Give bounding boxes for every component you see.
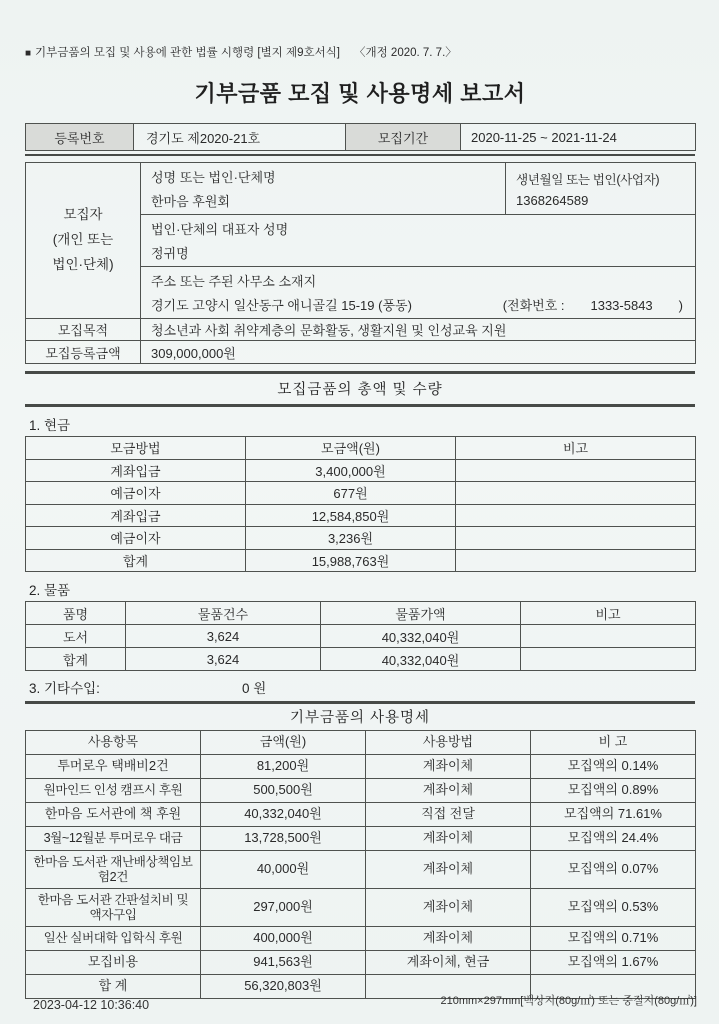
- cash-amount: 3,236원: [246, 527, 456, 550]
- usage-note: 모집액의 0.89%: [531, 779, 696, 803]
- other-income-label: 3. 기타수입:: [29, 681, 100, 696]
- usage-row: [26, 851, 696, 889]
- cash-header-note: 비고: [456, 437, 696, 460]
- usage-row: [26, 803, 696, 827]
- collector-birth-cell: [506, 163, 696, 215]
- collector-addr-cell: [141, 267, 696, 319]
- usage-method: 계좌이체: [366, 827, 531, 851]
- reg-amount-value: 309,000,000원: [141, 341, 696, 364]
- purpose-label: 모집목적: [26, 319, 141, 341]
- usage-amount: 400,000원: [201, 927, 366, 951]
- period-value: 2020-11-25 ~ 2021-11-24: [461, 124, 696, 151]
- form-note-revision: 〈개정 2020. 7. 7.〉: [354, 47, 457, 59]
- collector-birth-label: 생년월일 또는 법인(사업자): [516, 173, 660, 187]
- usage-header-method: 사용방법: [366, 731, 531, 755]
- collector-name-cell: [141, 163, 506, 215]
- usage-amount: 941,563원: [201, 951, 366, 975]
- cash-row: [26, 459, 696, 482]
- period-label: 모집기간: [346, 124, 461, 151]
- other-income-value: 0 원: [241, 681, 267, 696]
- goods-row: [26, 625, 696, 648]
- usage-note: 모집액의 0.07%: [531, 851, 696, 889]
- cash-amount: 12,584,850원: [246, 504, 456, 527]
- goods-header-value: 물품가액: [321, 602, 521, 625]
- usage-method: 계좌이체: [366, 851, 531, 889]
- paper-spec-note: 210mm×297mm[백상지(80g/㎡) 또는 중질지(80g/㎡)]: [440, 995, 697, 1007]
- cash-row: [26, 504, 696, 527]
- goods-total-row: [26, 648, 696, 671]
- cash-note: [456, 504, 696, 527]
- form-note: [25, 44, 695, 60]
- usage-row: [26, 889, 696, 927]
- usage-amount: 40,332,040원: [201, 803, 366, 827]
- goods-count: 3,624: [126, 648, 321, 671]
- collector-name-label: 성명 또는 법인·단체명: [151, 170, 276, 185]
- cash-row: [26, 527, 696, 550]
- usage-item: 원마인드 인성 캠프시 후원: [26, 779, 201, 803]
- usage-method: 직접 전달: [366, 803, 531, 827]
- cash-amount: 3,400,000원: [246, 459, 456, 482]
- collector-addr-label: 주소 또는 주된 사무소 소재지: [151, 274, 317, 289]
- usage-note: 모집액의 71.61%: [531, 803, 696, 827]
- collector-rep-cell: [141, 215, 696, 267]
- usage-row: [26, 827, 696, 851]
- usage-item: 투머로우 택배비2건: [26, 755, 201, 779]
- usage-section-heading: 기부금품의 사용명세: [289, 710, 431, 726]
- usage-amount: 40,000원: [201, 851, 366, 889]
- collector-rep-label: 법인·단체의 대표자 성명: [151, 222, 289, 237]
- goods-note: [521, 625, 696, 648]
- cash-row: [26, 482, 696, 505]
- reg-no-label: 등록번호: [26, 124, 134, 151]
- usage-header-item: 사용항목: [26, 731, 201, 755]
- usage-amount: 13,728,500원: [201, 827, 366, 851]
- goods-value: 40,332,040원: [321, 625, 521, 648]
- usage-row: [26, 927, 696, 951]
- form-note-text: 기부금품의 모집 및 사용에 관한 법률 시행령 [별지 제9호서식]: [35, 47, 341, 59]
- collector-birth-value: 1368264589: [516, 193, 589, 208]
- usage-note: 모집액의 0.71%: [531, 927, 696, 951]
- usage-item: 한마음 도서관에 책 후원: [26, 803, 201, 827]
- goods-table: [25, 601, 696, 671]
- usage-item: 한마음 도서관 재난배상책임보험2건: [26, 851, 201, 889]
- cash-header-method: 모금방법: [26, 437, 246, 460]
- cash-section-title: 1. 현금: [29, 418, 71, 433]
- reg-no-value: 경기도 제2020-21호: [134, 124, 346, 151]
- usage-note: 모집액의 0.14%: [531, 755, 696, 779]
- cash-note: [456, 482, 696, 505]
- usage-note: 모집액의 1.67%: [531, 951, 696, 975]
- usage-item: 3월~12월분 투머로우 대금: [26, 827, 201, 851]
- usage-row: [26, 779, 696, 803]
- goods-note: [521, 648, 696, 671]
- totals-section-heading: 모집금품의 총액 및 수량: [277, 382, 443, 398]
- usage-table: [25, 730, 696, 999]
- usage-method: 계좌이체, 현금: [366, 951, 531, 975]
- goods-name: 합계: [26, 648, 126, 671]
- page-title: 기부금품 모집 및 사용명세 보고서: [194, 81, 526, 106]
- usage-item: 합 계: [26, 975, 201, 999]
- usage-item: 한마음 도서관 간판설치비 및 액자구입: [26, 889, 201, 927]
- print-timestamp: 2023-04-12 10:36:40: [33, 998, 150, 1012]
- cash-note: [456, 549, 696, 572]
- square-bullet-icon: ■: [25, 48, 32, 59]
- usage-item: 모집비용: [26, 951, 201, 975]
- goods-header-name: 품명: [26, 602, 126, 625]
- collector-addr-value: 경기도 고양시 일산동구 애니골길 15-19 (풍동): [151, 298, 412, 313]
- usage-item: 일산 실버대학 입학식 후원: [26, 927, 201, 951]
- collector-phone-value: 1333-5843: [590, 298, 653, 313]
- cash-amount: 15,988,763원: [246, 549, 456, 572]
- cash-note: [456, 527, 696, 550]
- usage-row: [26, 951, 696, 975]
- cash-method: 예금이자: [26, 482, 246, 505]
- cash-method: 합계: [26, 549, 246, 572]
- usage-amount: 297,000원: [201, 889, 366, 927]
- cash-total-row: [26, 549, 696, 572]
- goods-section-title: 2. 물품: [29, 583, 71, 598]
- reg-amount-label: 모집등록금액: [26, 341, 141, 364]
- usage-header-note: 비 고: [531, 731, 696, 755]
- goods-header-count: 물품건수: [126, 602, 321, 625]
- goods-header-note: 비고: [521, 602, 696, 625]
- purpose-value: 청소년과 사회 취약계층의 문화활동, 생활지원 및 인성교육 지원: [141, 319, 696, 341]
- usage-header-amount: 금액(원): [201, 731, 366, 755]
- cash-header-amount: 모금액(원): [246, 437, 456, 460]
- cash-method: 계좌입금: [26, 504, 246, 527]
- registration-table: [25, 123, 696, 151]
- collector-name-value: 한마음 후원회: [151, 194, 230, 209]
- goods-count: 3,624: [126, 625, 321, 648]
- usage-method: 계좌이체: [366, 889, 531, 927]
- cash-method: 예금이자: [26, 527, 246, 550]
- cash-method: 계좌입금: [26, 459, 246, 482]
- collector-phone: (전화번호 : 1333-5843 ): [502, 298, 683, 313]
- goods-value: 40,332,040원: [321, 648, 521, 671]
- usage-amount: 81,200원: [201, 755, 366, 779]
- collector-rep-value: 정귀명: [151, 246, 189, 261]
- usage-method: 계좌이체: [366, 779, 531, 803]
- usage-method: 계좌이체: [366, 927, 531, 951]
- usage-note: 모집액의 24.4%: [531, 827, 696, 851]
- collector-table: [25, 162, 696, 364]
- divider-line: [25, 404, 695, 407]
- usage-amount: 56,320,803원: [201, 975, 366, 999]
- goods-name: 도서: [26, 625, 126, 648]
- divider-line: [25, 154, 695, 156]
- usage-amount: 500,500원: [201, 779, 366, 803]
- collector-group-label: 모집자 (개인 또는 법인·단체): [26, 163, 141, 319]
- usage-method: 계좌이체: [366, 755, 531, 779]
- usage-note: 모집액의 0.53%: [531, 889, 696, 927]
- cash-amount: 677원: [246, 482, 456, 505]
- other-income-row: [29, 677, 695, 697]
- usage-row: [26, 755, 696, 779]
- cash-note: [456, 459, 696, 482]
- cash-table: [25, 436, 696, 572]
